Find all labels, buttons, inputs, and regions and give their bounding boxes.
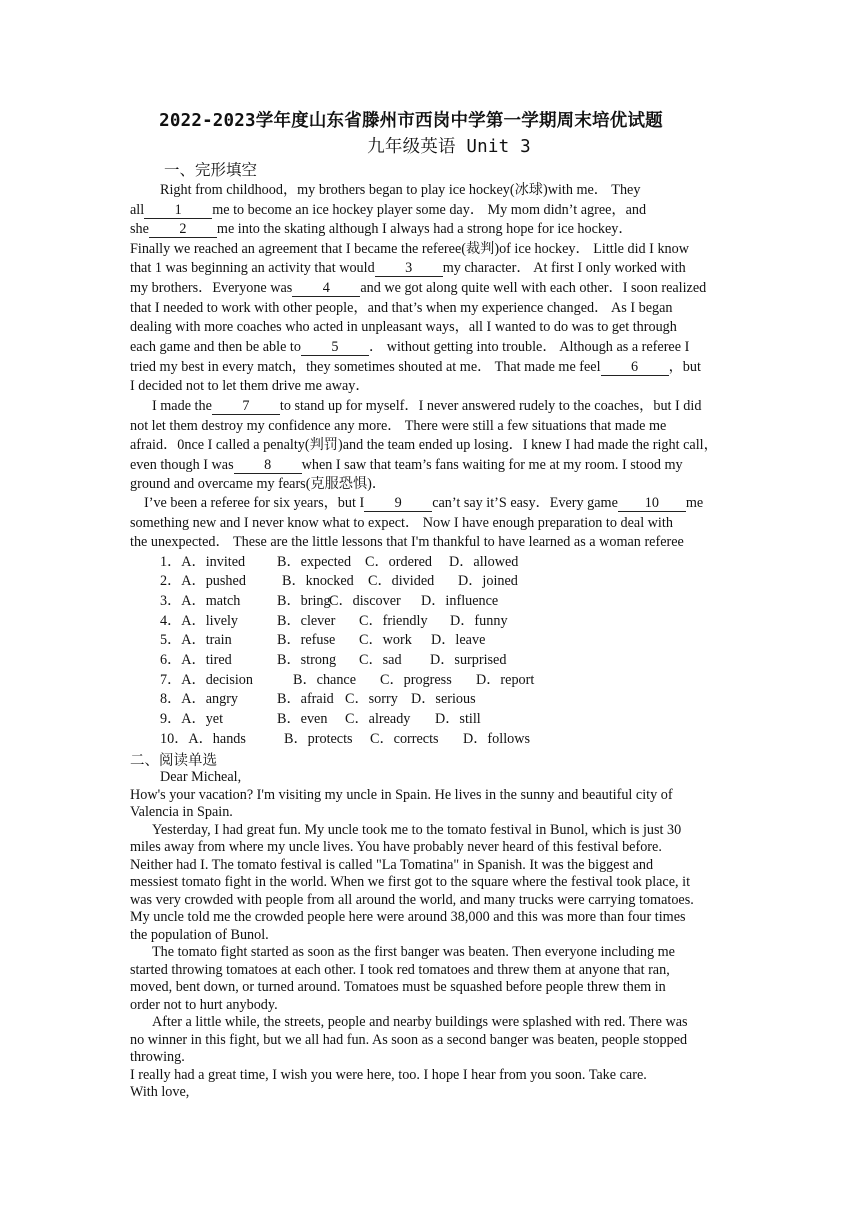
page-title: 2022-2023学年度山东省滕州市西岗中学第一学期周末培优试题 bbox=[159, 111, 663, 131]
letter-line: My uncle told me the crowded people here were around 38,000 and this was more than four times bbox=[130, 909, 686, 925]
blank-2[interactable]: 2 bbox=[149, 222, 217, 238]
letter-line: moved, bent down, or turned around. Tomatoes must be squashed before people threw them in bbox=[130, 979, 666, 995]
blank-7[interactable]: 7 bbox=[212, 399, 280, 415]
option-row: 7．A．decision B．chance C．progress D．report bbox=[160, 672, 535, 688]
letter-line: I really had a great time, I wish you were here, too. I hope I hear from you soon. Take care. bbox=[130, 1067, 647, 1083]
cloze-line: my brothers．Everyone was 4 and we got along quite well with each other．I soon realized bbox=[130, 280, 707, 296]
blank-3[interactable]: 3 bbox=[375, 261, 443, 277]
cloze-line: something new and I never know what to expect． Now I have enough preparation to deal with bbox=[130, 515, 673, 531]
section-heading-cloze: 一、完形填空 bbox=[164, 161, 258, 179]
letter-line: started throwing tomatoes at each other. I took red tomatoes and threw them at anyone that ran, bbox=[130, 962, 670, 978]
letter-line: the population of Bunol. bbox=[130, 927, 269, 943]
cloze-line: she 2 me into the skating although I always had a strong hope for ice hockey． bbox=[130, 221, 633, 237]
letter-line: throwing. bbox=[130, 1049, 185, 1065]
cloze-line: the unexpected． These are the little lessons that I'm thankful to have learned as a woman referee bbox=[130, 534, 684, 550]
cloze-line: tried my best in every match，they sometimes shouted at me． That made me feel 6 ，but bbox=[130, 359, 701, 375]
cloze-line: that 1 was beginning an activity that would 3 my character． At first I only worked with bbox=[130, 260, 686, 276]
blank-9[interactable]: 9 bbox=[364, 496, 432, 512]
cloze-line: Finally we reached an agreement that I became the referee(裁判)of ice hockey． Little did I know bbox=[130, 241, 689, 257]
option-row: 3．A．match B．bringC．discover D．influence bbox=[160, 593, 499, 609]
cloze-line: all 1 me to become an ice hockey player some day． My mom didn’t agree，and bbox=[130, 202, 647, 218]
option-row: 1．A．invited B．expected C．ordered D．allowed bbox=[160, 554, 519, 570]
option-row: 2．A．pushed B．knocked C．divided D．joined bbox=[160, 573, 518, 589]
letter-line: Neither had I. The tomato festival is called "La Tomatina" in Spanish. It was the biggest and bbox=[130, 857, 654, 873]
option-row: 4．A．lively B．clever C．friendly D．funny bbox=[160, 613, 508, 629]
cloze-line: I decided not to let them drive me away． bbox=[130, 378, 370, 394]
cloze-line: I’ve been a referee for six years，but I 9 can’t say it’S easy．Every game 10 me bbox=[144, 495, 704, 511]
cloze-line: I made the 7 to stand up for myself．I never answered rudely to the coaches，but I did bbox=[152, 398, 702, 414]
letter-line: How's your vacation? I'm visiting my uncle in Spain. He lives in the sunny and beautiful city of bbox=[130, 787, 673, 803]
letter-line: Yesterday, I had great fun. My uncle took me to the tomato festival in Bunol, which is just 30 bbox=[152, 822, 682, 838]
cloze-line: dealing with more coaches who acted in unpleasant ways，all I wanted to do was to get through bbox=[130, 319, 677, 335]
letter-line: After a little while, the streets, people and nearby buildings were splashed with red. There was bbox=[152, 1014, 688, 1030]
letter-line: With love, bbox=[130, 1084, 190, 1100]
blank-6[interactable]: 6 bbox=[601, 360, 669, 376]
cloze-line: that I needed to work with other people，and that’s when my experience changed． As I began bbox=[130, 300, 673, 316]
letter-line: Dear Micheal, bbox=[160, 769, 242, 785]
letter-line: order not to hurt anybody. bbox=[130, 997, 278, 1013]
option-row: 6．A．tired B．strong C．sad D．surprised bbox=[160, 652, 507, 668]
cloze-line: even though I was 8 when I saw that team’s fans waiting for me at my room. I stood my bbox=[130, 457, 683, 473]
section-heading-reading: 二、阅读单选 bbox=[130, 753, 217, 769]
page-subtitle: 九年级英语 Unit 3 bbox=[367, 137, 531, 157]
blank-1[interactable]: 1 bbox=[144, 203, 212, 219]
letter-line: Valencia in Spain. bbox=[130, 804, 233, 820]
option-row: 8．A．angry B．afraid C．sorry D．serious bbox=[160, 691, 476, 707]
cloze-line: Right from childhood，my brothers began to play ice hockey(冰球)with me． They bbox=[160, 182, 641, 198]
cloze-line: ground and overcame my fears(克服恐惧)． bbox=[130, 476, 387, 492]
option-row: 5．A．train B．refuse C．work D．leave bbox=[160, 632, 486, 648]
option-row: 10．A．hands B．protects C．corrects D．follows bbox=[160, 731, 530, 747]
option-row: 9．A．yet B．even C．already D．still bbox=[160, 711, 481, 727]
cloze-line: afraid．0nce I called a penalty(判罚)and the team ended up losing．I knew I had made the right call， bbox=[130, 437, 718, 453]
letter-line: The tomato fight started as soon as the first banger was beaten. Then everyone including me bbox=[152, 944, 675, 960]
letter-line: was very crowded with people from all around the world, and many trucks were carrying tomatoes. bbox=[130, 892, 694, 908]
letter-line: messiest tomato fight in the world. When we first got to the square where the festival took place, it bbox=[130, 874, 691, 890]
blank-10[interactable]: 10 bbox=[618, 496, 686, 512]
letter-line: miles away from where my uncle lives. You have probably never heard of this festival before. bbox=[130, 839, 662, 855]
letter-line: no winner in this fight, but we all had fun. As soon as a second banger was beaten, people stopped bbox=[130, 1032, 688, 1048]
blank-4[interactable]: 4 bbox=[292, 281, 360, 297]
blank-5[interactable]: 5 bbox=[301, 340, 369, 356]
cloze-line: not let them destroy my confidence any more． There were still a few situations that made me bbox=[130, 418, 667, 434]
blank-8[interactable]: 8 bbox=[234, 458, 302, 474]
cloze-line: each game and then be able to 5 ． without getting into trouble． Although as a referee I bbox=[130, 339, 690, 355]
